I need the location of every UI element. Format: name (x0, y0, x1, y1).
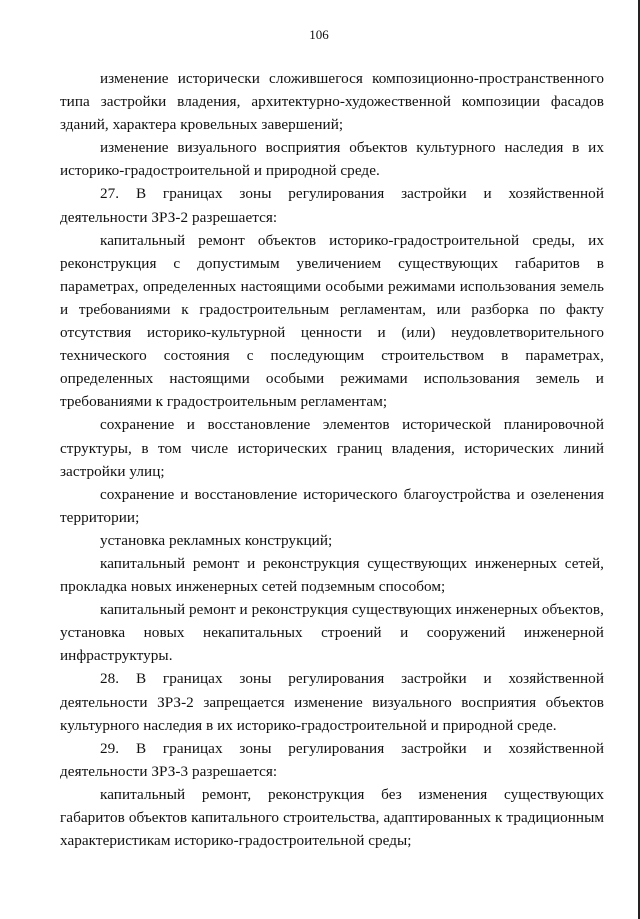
paragraph: изменение исторически сложившегося композиционно-пространственного типа застройки владения, архитектурно-художественной композиции фасадов зданий, характера кровельных завершений; (60, 70, 604, 134)
paragraph: капитальный ремонт и реконструкция существующих инженерных сетей, прокладка новых инженерных сетей подземным способом; (60, 554, 604, 596)
page-number: 106 (309, 27, 329, 42)
paragraph: капитальный ремонт, реконструкция без изменения существующих габаритов объектов капитального строительства, адаптированных к традиционным характеристикам историко-градостроительной среды; (60, 785, 604, 850)
numbered-paragraph-28: 28. В границах зоны регулирования застройки и хозяйственной деятельности ЗРЗ-2 запрещается изменение визуального восприятия объектов культурного наследия в их историко-градостроительной и природной среде. (60, 670, 604, 734)
paragraph: капитальный ремонт объектов историко-градостроительной среды, их реконструкция с допустимым увеличением существующих габаритов в параметрах, определенных настоящими особыми режимами использования земель и требованиями к градостроительным регламентам, или разборка по факту отсутствия историко-культурной ценности и (или) неудовлетворительного технического состояния с последующим строительством в параметрах, определенных настоящими особыми режимами использования земель и требованиями к градостроительным регламентам; (60, 231, 604, 411)
paragraph: изменение визуального восприятия объектов культурного наследия в их историко-градостроительной и природной среде. (60, 139, 604, 180)
paragraph: сохранение и восстановление исторического благоустройства и озеленения территории; (60, 485, 604, 526)
document-body (60, 67, 604, 852)
paragraph: сохранение и восстановление элементов исторической планировочной структуры, в том числе исторических границ владения, исторических линий застройки улиц; (60, 416, 604, 480)
paragraph: капитальный ремонт и реконструкция существующих инженерных объектов, установка новых некапитальных строений и сооружений инженерной инфраструктуры. (60, 601, 604, 665)
numbered-paragraph-29: 29. В границах зоны регулирования застройки и хозяйственной деятельности ЗРЗ-3 разрешается: (60, 739, 604, 780)
paragraph: установка рекламных конструкций; (100, 531, 333, 549)
numbered-paragraph-27: 27. В границах зоны регулирования застройки и хозяйственной деятельности ЗРЗ-2 разрешается: (60, 185, 604, 226)
